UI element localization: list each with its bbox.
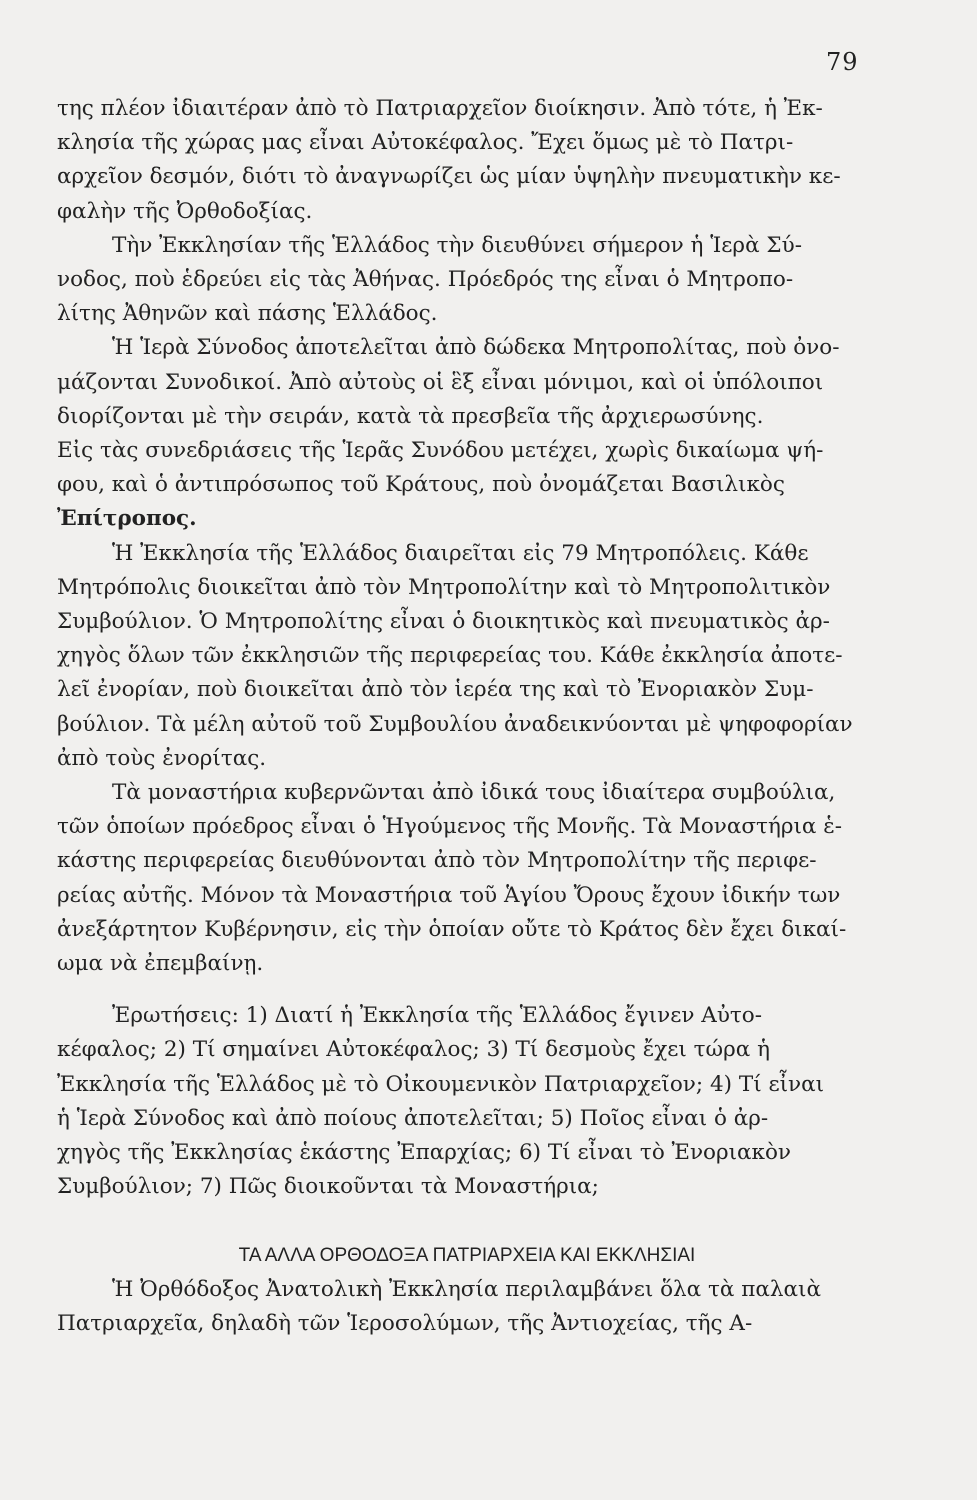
page-number: 79 — [826, 48, 859, 76]
text-line: χηγὸς τῆς Ἐκκλησίας ἑκάστης Ἐπαρχίας; 6) Τί εἶναι τὸ Ἐνοριακὸν — [57, 1140, 791, 1166]
text-line: Πατριαρχεῖα, δηλαδὴ τῶν Ἱεροσολύμων, τῆς Ἀντιοχείας, τῆς Α- — [57, 1310, 753, 1336]
text-line: λεῖ ἐνορίαν, ποὺ διοικεῖται ἀπὸ τὸν ἱερέα της καὶ τὸ Ἐνοριακὸν Συμ- — [57, 677, 814, 703]
text-line: Συμβούλιον; 7) Πῶς διοικοῦνται τὰ Μοναστήρια; — [57, 1174, 599, 1200]
text-line: διορίζονται μὲ τὴν σειράν, κατὰ τὰ πρεσβεῖα τῆς ἀρχιερωσύνης. — [57, 403, 764, 429]
text-line: αρχεῖον δεσμόν, διότι τὸ ἀναγνωρίζει ὡς μίαν ὑψηλὴν πνευματικὴν κε- — [57, 164, 841, 190]
text-line: Εἰς τὰς συνεδριάσεις τῆς Ἱερᾶς Συνόδου μετέχει, χωρὶς δικαίωμα ψή- — [57, 438, 824, 464]
text-line: ἀνεξάρτητον Κυβέρνησιν, εἰς τὴν ὁποίαν οὔτε τὸ Κράτος δὲν ἔχει δικαί- — [57, 916, 847, 942]
text-line: τῶν ὁποίων πρόεδρος εἶναι ὁ Ἡγούμενος τῆς Μονῆς. Τὰ Μοναστήρια ἑ- — [57, 814, 843, 840]
text-line: Ἡ Ἐκκλησία τῆς Ἑλλάδος διαιρεῖται εἰς 79 Μητροπόλεις. Κάθε — [112, 540, 809, 566]
text-line: ρείας αὐτῆς. Μόνον τὰ Μοναστήρια τοῦ Ἁγίου Ὄρους ἔχουν ἰδικήν των — [57, 882, 841, 908]
text-line: βούλιον. Τὰ μέλη αὐτοῦ τοῦ Συμβουλίου ἀναδεικνύονται μὲ ψηφοφορίαν — [57, 711, 853, 737]
text-line: Τὴν Ἐκκλησίαν τῆς Ἑλλάδος τὴν διευθύνει σήμερον ἡ Ἱερὰ Σύ- — [112, 232, 802, 258]
text-line: Ἐκκλησία τῆς Ἑλλάδος μὲ τὸ Οἰκουμενικὸν Πατριαρχεῖον; 4) Τί εἶναι — [57, 1071, 825, 1097]
text-line: της πλέον ἰδιαιτέραν ἀπὸ τὸ Πατριαρχεῖον διοίκησιν. Ἀπὸ τότε, ἡ Ἐκ- — [57, 96, 823, 121]
text-line: Ἡ Ὀρθόδοξος Ἀνατολικὴ Ἐκκλησία περιλαμβάνει ὅλα τὰ παλαιὰ — [112, 1276, 822, 1302]
text-line: φου, καὶ ὁ ἀντιπρόσωπος τοῦ Κράτους, ποὺ ὀνομάζεται Βασιλικὸς — [57, 472, 785, 498]
text-line: ωμα νὰ ἐπεμβαίνῃ. — [57, 951, 264, 977]
text-line: Τὰ μοναστήρια κυβερνῶνται ἀπὸ ἰδικά τους ἰδιαίτερα συμβούλια, — [112, 780, 836, 806]
text-line: κέφαλος; 2) Τί σημαίνει Αὐτοκέφαλος; 3) Τί δεσμοὺς ἔχει τώρα ἡ — [57, 1037, 770, 1063]
text-line: νοδος, ποὺ ἑδρεύει εἰς τὰς Ἀθήνας. Πρόεδρός της εἶναι ὁ Μητροπο- — [57, 267, 794, 293]
text-line: Ἡ Ἱερὰ Σύνοδος ἀποτελεῖται ἀπὸ δώδεκα Μητροπολίτας, ποὺ ὀνο- — [112, 335, 840, 361]
questions-line: Ἐρωτήσεις: 1) Διατί ἡ Ἐκκλησία τῆς Ἑλλάδος ἔγινεν Αὐτο- — [112, 1003, 762, 1029]
text-line: κάστης περιφερείας διευθύνονται ἀπὸ τὸν Μητροπολίτην τῆς περιφε- — [57, 848, 817, 874]
section-heading: ΤΑ ΑΛΛΑ ΟΡΘΟΔΟΞΑ ΠΑΤΡΙΑΡΧΕΙΑ ΚΑΙ ΕΚΚΛΗΣΙΑΙ — [238, 1244, 696, 1266]
text-line: Ἐπίτροπος. — [57, 506, 197, 532]
text-line: Μητρόπολις διοικεῖται ἀπὸ τὸν Μητροπολίτην καὶ τὸ Μητροπολιτικὸν — [57, 574, 831, 600]
text-line: φαλὴν τῆς Ὀρθοδοξίας. — [57, 198, 313, 224]
text-line: χηγὸς ὅλων τῶν ἐκκλησιῶν τῆς περιφερείας του. Κάθε ἐκκλησία ἀποτε- — [57, 643, 843, 669]
text-line: ἀπὸ τοὺς ἐνορίτας. — [57, 745, 267, 771]
text-line: μάζονται Συνοδικοί. Ἀπὸ αὐτοὺς οἱ ἓξ εἶναι μόνιμοι, καὶ οἱ ὑπόλοιποι — [57, 369, 824, 395]
body-text — [57, 92, 877, 1341]
text-line: ἡ Ἱερὰ Σύνοδος καὶ ἀπὸ ποίους ἀποτελεῖται; 5) Ποῖος εἶναι ὁ ἀρ- — [57, 1105, 769, 1131]
text-line: λίτης Ἀθηνῶν καὶ πάσης Ἑλλάδος. — [57, 301, 438, 327]
text-line: κλησία τῆς χώρας μας εἶναι Αὐτοκέφαλος. Ἔχει ὅμως μὲ τὸ Πατρι- — [57, 130, 794, 156]
text-line: Συμβούλιον. Ὁ Μητροπολίτης εἶναι ὁ διοικητικὸς καὶ πνευματικὸς ἀρ- — [57, 609, 830, 635]
